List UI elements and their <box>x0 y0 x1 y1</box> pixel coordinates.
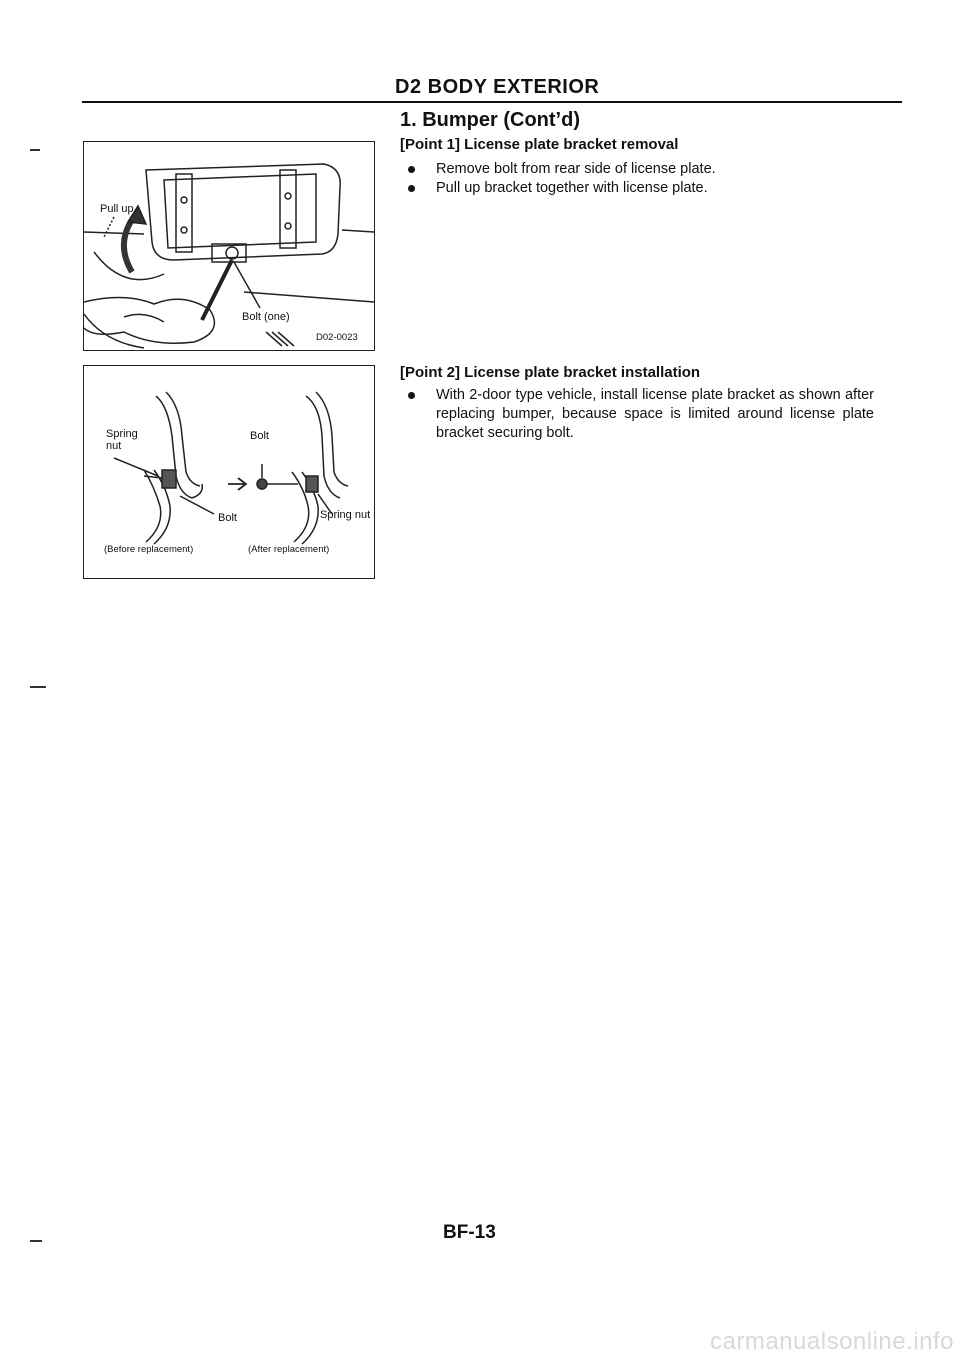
caption-before: (Before replacement) <box>104 544 194 555</box>
bracket-removal-illustration <box>84 142 374 350</box>
margin-mark <box>30 686 46 688</box>
point1-bullet: Pull up bracket together with license plate. <box>406 179 716 198</box>
margin-mark <box>30 149 40 151</box>
figure-code: D02-0023 <box>316 332 358 343</box>
point2-bullet: With 2-door type vehicle, install license plate bracket as shown after replacing bumper, because space is limited around license plate bracket securing bolt. <box>406 386 874 443</box>
page-number: BF-13 <box>443 1222 496 1243</box>
point1-bullet: Remove bolt from rear side of license plate. <box>406 160 716 179</box>
point2-bullet-list <box>406 386 874 443</box>
point2-heading: [Point 2] License plate bracket installation <box>400 364 701 381</box>
point1-bullet-list <box>406 160 716 198</box>
caption-after: (After replacement) <box>248 544 330 555</box>
point1-heading: [Point 1] License plate bracket removal <box>400 136 679 153</box>
watermark: carmanualsonline.info <box>710 1328 954 1355</box>
margin-mark <box>30 1240 42 1242</box>
figure-bracket-removal <box>83 141 375 351</box>
label-spring-nut-left: Spring nut <box>106 428 138 452</box>
section-title: D2 BODY EXTERIOR <box>395 76 600 98</box>
label-pull-up: Pull up <box>100 203 134 215</box>
label-bolt-bottom: Bolt <box>218 512 237 524</box>
title-rule <box>82 101 902 103</box>
figure-bracket-installation <box>83 365 375 579</box>
label-bolt-one: Bolt (one) <box>242 311 290 323</box>
label-bolt-top: Bolt <box>250 430 269 442</box>
sub-title: 1. Bumper (Cont’d) <box>400 109 580 131</box>
label-spring-nut-right: Spring nut <box>320 509 371 521</box>
